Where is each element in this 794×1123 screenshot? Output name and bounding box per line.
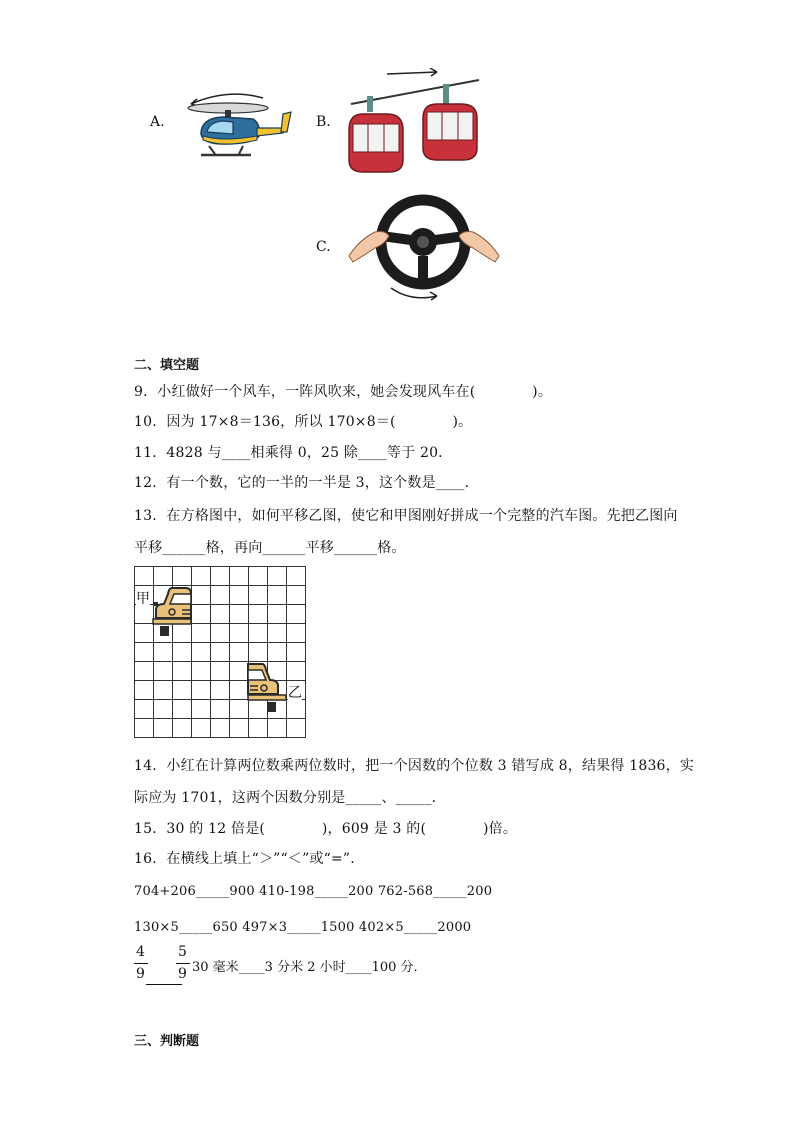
helicopter-image [183,84,298,164]
question-13-line-1: 13．在方格图中，如何平移乙图，使它和甲图刚好拼成一个完整的汽车图。先把乙图向 [134,508,678,524]
question-12: 12．有一个数，它的一半的一半是 3，这个数是____． [134,475,479,491]
section-3-title: 三、判断题 [134,1034,200,1049]
question-14-line-2: 际应为 1701，这两个因数分别是_____、_____． [134,790,446,806]
grid-label-jia: 甲 [136,588,150,608]
grid-lines [134,566,306,738]
question-9: 9．小红做好一个风车，一阵风吹来，她会发现风车在( )。 [134,384,553,400]
steering-wheel-image [345,190,505,308]
question-13-line-2: 平移______格，再向______平移______格。 [134,540,406,556]
option-a-label: A. [150,114,165,130]
cable-car-image [343,68,483,176]
section-2-title: 二、填空题 [134,358,200,373]
question-10: 10．因为 17×8＝136，所以 170×8＝( )。 [134,414,473,430]
question-16-row-3-rest: 30 毫米____3 分米 2 小时____100 分． [192,960,427,975]
fraction-1-numerator: 4 [136,944,145,960]
translation-grid-figure [134,566,306,738]
fraction-1-denominator: 9 [136,966,145,982]
option-b-label: B. [316,114,331,130]
option-c-label: C. [316,239,331,255]
question-16-row-3 [134,944,454,988]
question-16-row-1: 704+206_____900 410-198_____200 762-568_____200 [134,884,493,899]
question-16: 16．在横线上填上“＞”“＜”或“=”. [134,851,355,867]
question-14-line-1: 14．小红在计算两位数乘两位数时，把一个因数的个位数 3 错写成 8，结果得 1836，实 [134,758,695,774]
grid-label-yi: 乙 [288,682,302,702]
fraction-2-numerator: 5 [178,944,187,960]
fraction-4-9 [134,944,148,984]
fraction-2-denominator: 9 [178,966,187,982]
question-16-row-2: 130×5_____650 497×3_____1500 402×5_____2000 [134,920,472,935]
answer-blank-fraction [146,984,182,985]
car-half-yi [248,664,286,712]
fraction-5-9 [176,944,190,984]
question-15: 15．30 的 12 倍是( )，609 是 3 的( )倍。 [134,821,518,837]
question-11: 11．4828 与____相乘得 0，25 除____等于 20． [134,445,453,461]
